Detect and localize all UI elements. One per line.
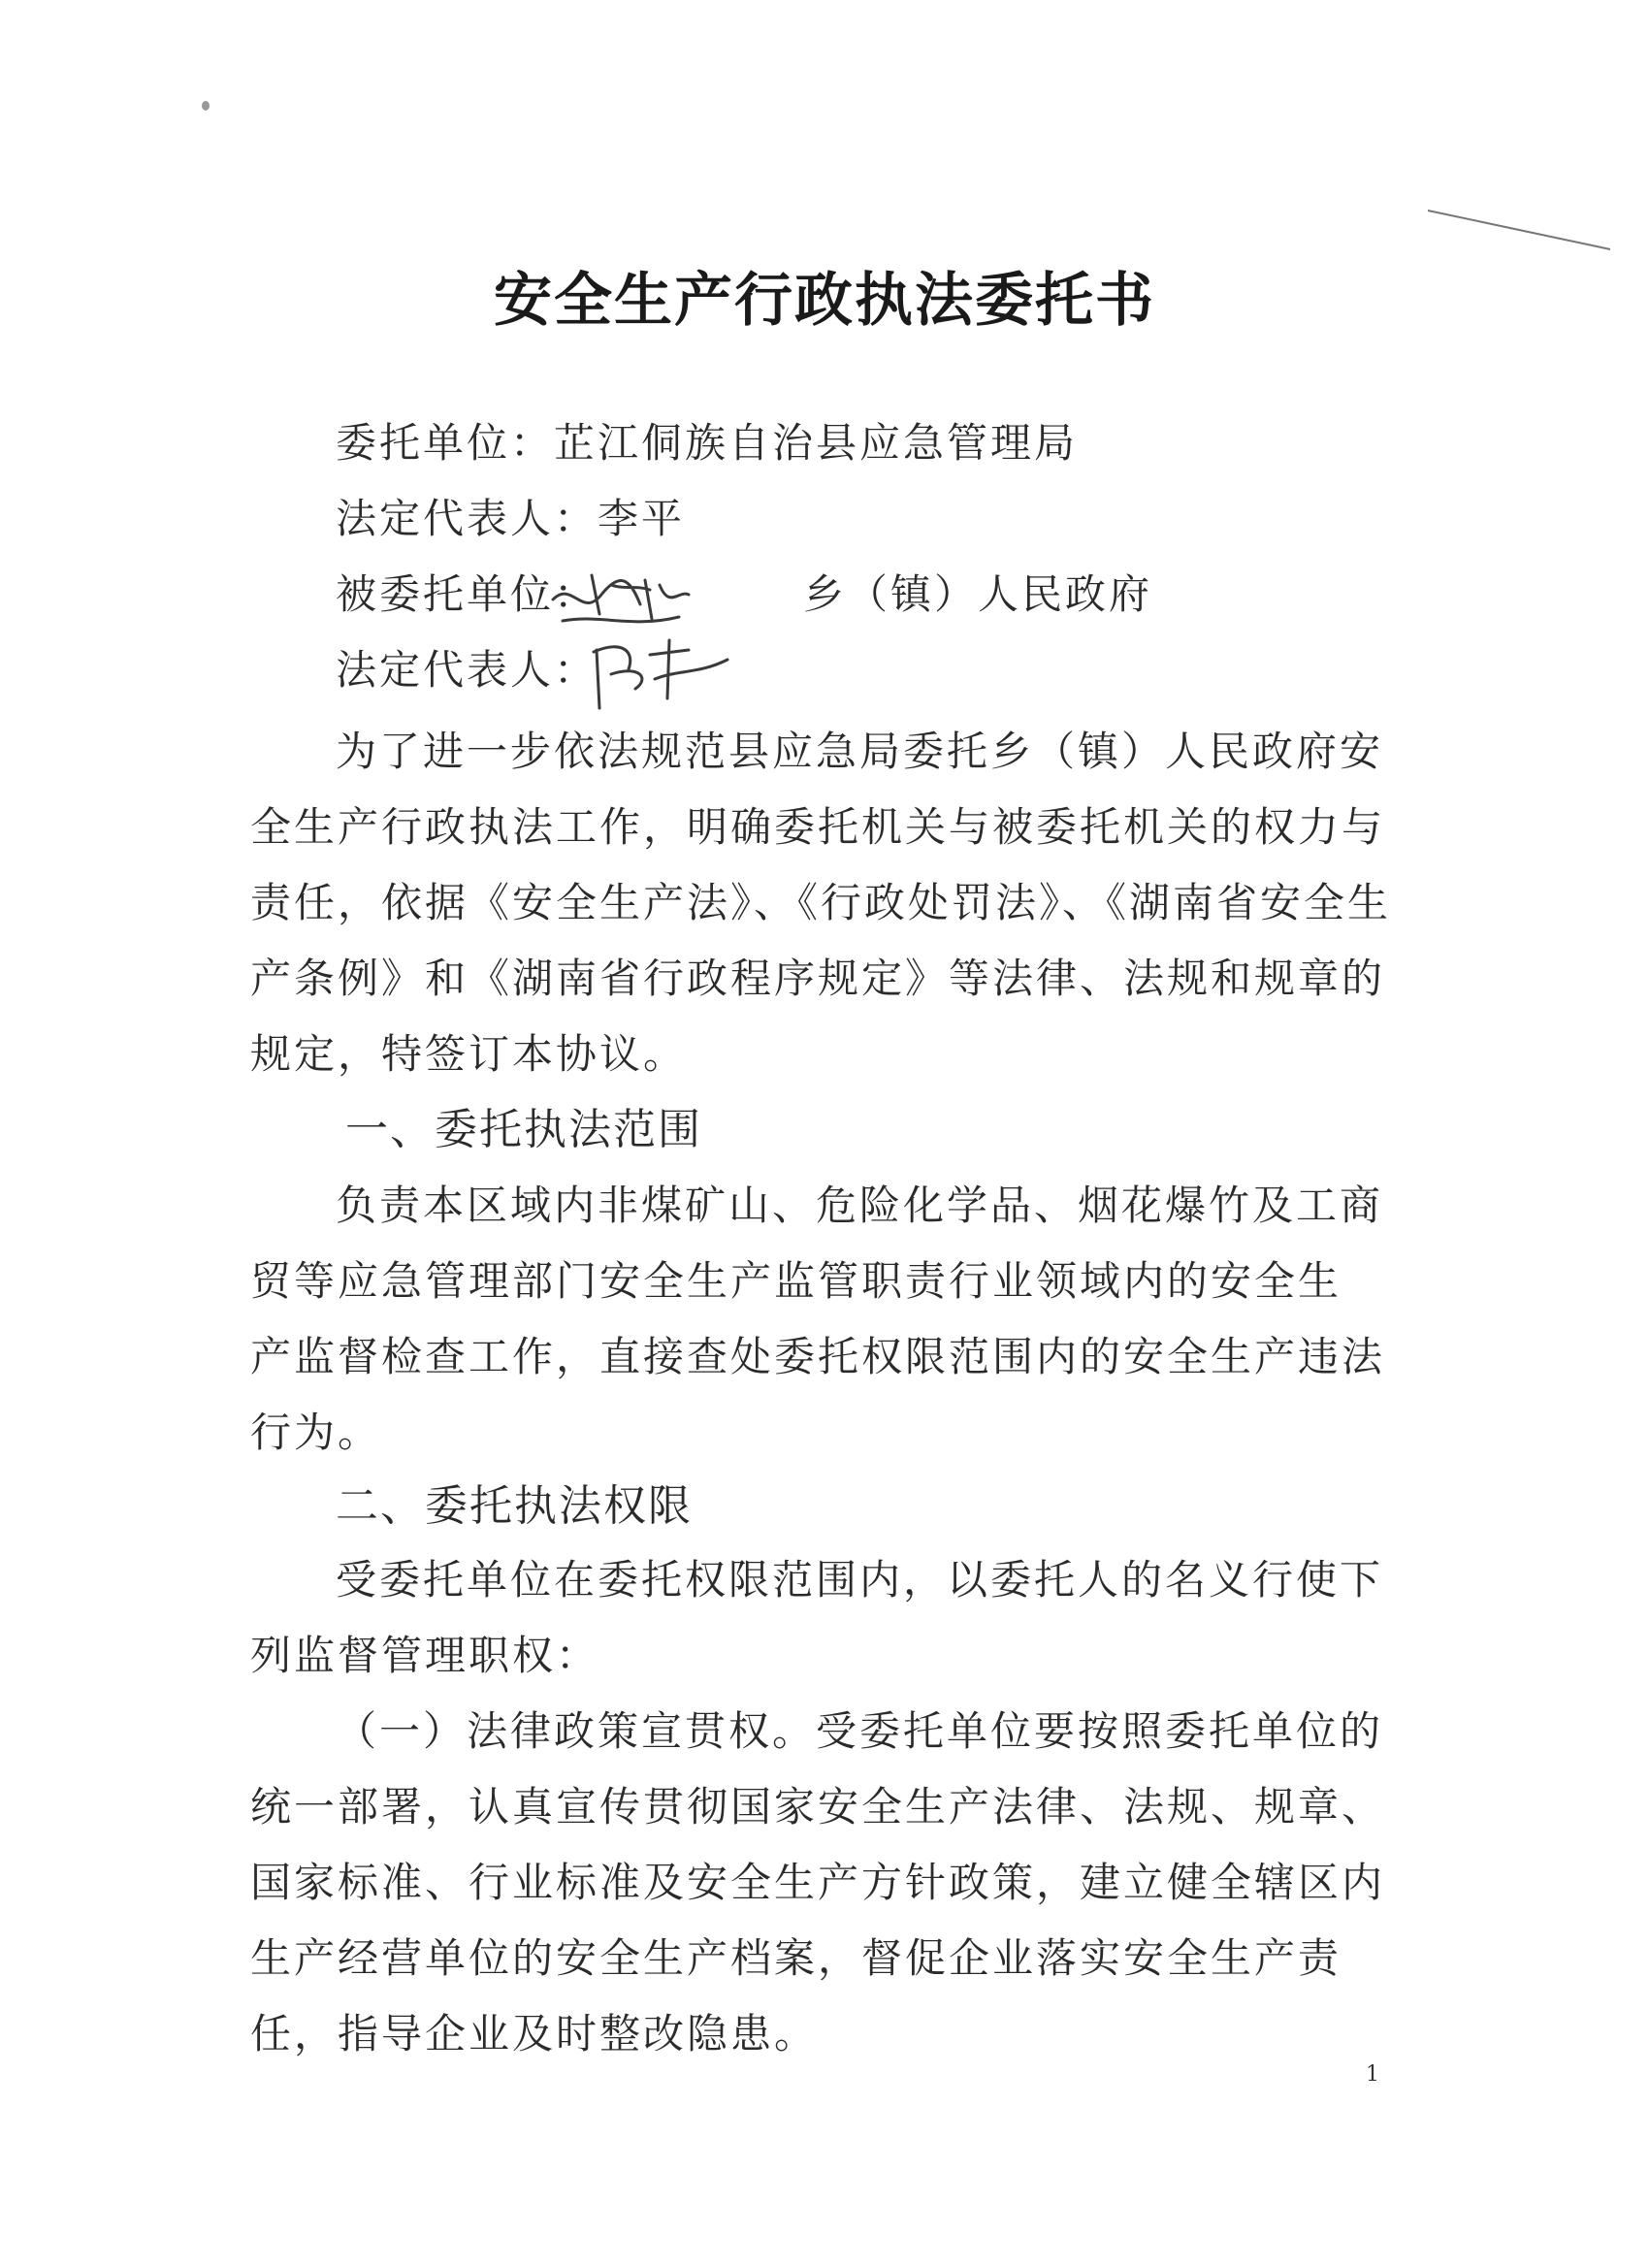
field-entrusting-unit: [336, 405, 1500, 481]
section1-line: 负责本区域内非煤矿山、危险化学品、烟花爆竹及工商: [336, 1182, 1384, 1229]
section-heading: 二、委托执法权限: [336, 1481, 693, 1531]
document-title: 安全生产行政执法委托书: [494, 267, 1155, 335]
intro-line: 为了进一步依法规范县应急局委托乡（镇）人民政府安: [336, 728, 1384, 775]
item1-line: 任，指导企业及时整改隐患。: [250, 2010, 819, 2057]
section-heading: 一、委托执法范围: [345, 1105, 702, 1154]
item1-line: 国家标准、行业标准及安全生产方针政策，建立健全辖区内: [250, 1859, 1386, 1906]
section1-line: 贸等应急管理部门安全生产监管职责行业领域内的安全生: [250, 1257, 1342, 1305]
section1-line: 行为。: [250, 1409, 382, 1456]
field-label: 被委托单位：: [336, 570, 598, 618]
field-label: 法定代表人：: [336, 495, 598, 542]
intro-line: 全生产行政执法工作，明确委托机关与被委托机关的权力与: [250, 803, 1386, 851]
handwritten-signature-representative: [582, 631, 737, 718]
field-value: 乡（镇）人民政府: [803, 570, 1153, 618]
item1-line: 统一部署，认真宣传贯彻国家安全生产法律、法规、规章、: [250, 1783, 1386, 1831]
item1-line: （一）法律政策宣贯权。受委托单位要按照委托单位的: [336, 1707, 1384, 1755]
field-legal-rep-2: [336, 632, 1500, 708]
field-legal-rep-1: [336, 481, 1500, 557]
item1-line: 生产经营单位的安全生产档案，督促企业落实安全生产责: [250, 1934, 1342, 1982]
intro-line: 规定，特签订本协议。: [250, 1030, 688, 1078]
intro-line: 责任，依据《安全生产法》、《行政处罚法》、《湖南省安全生: [250, 879, 1392, 926]
page-number: 1: [1366, 2062, 1379, 2087]
field-value: 芷江侗族自治县应急管理局: [554, 419, 1079, 467]
field-value: 李平: [598, 495, 686, 542]
field-label: 委托单位：: [336, 419, 555, 467]
field-entrusted-unit: [336, 557, 1500, 632]
scan-dot-mark: [202, 101, 210, 111]
section2-line: 受委托单位在委托权限范围内，以委托人的名义行使下: [336, 1556, 1384, 1604]
handwritten-signature-unit: [543, 561, 698, 638]
field-label: 法定代表人：: [336, 646, 598, 694]
section1-line: 产监督检查工作，直接查处委托权限范围内的安全生产违法: [250, 1333, 1386, 1380]
intro-line: 产条例》和《湖南省行政程序规定》等法律、法规和规章的: [250, 955, 1386, 1002]
section2-line: 列监督管理职权：: [250, 1632, 600, 1679]
scan-line-mark: [1426, 199, 1620, 257]
